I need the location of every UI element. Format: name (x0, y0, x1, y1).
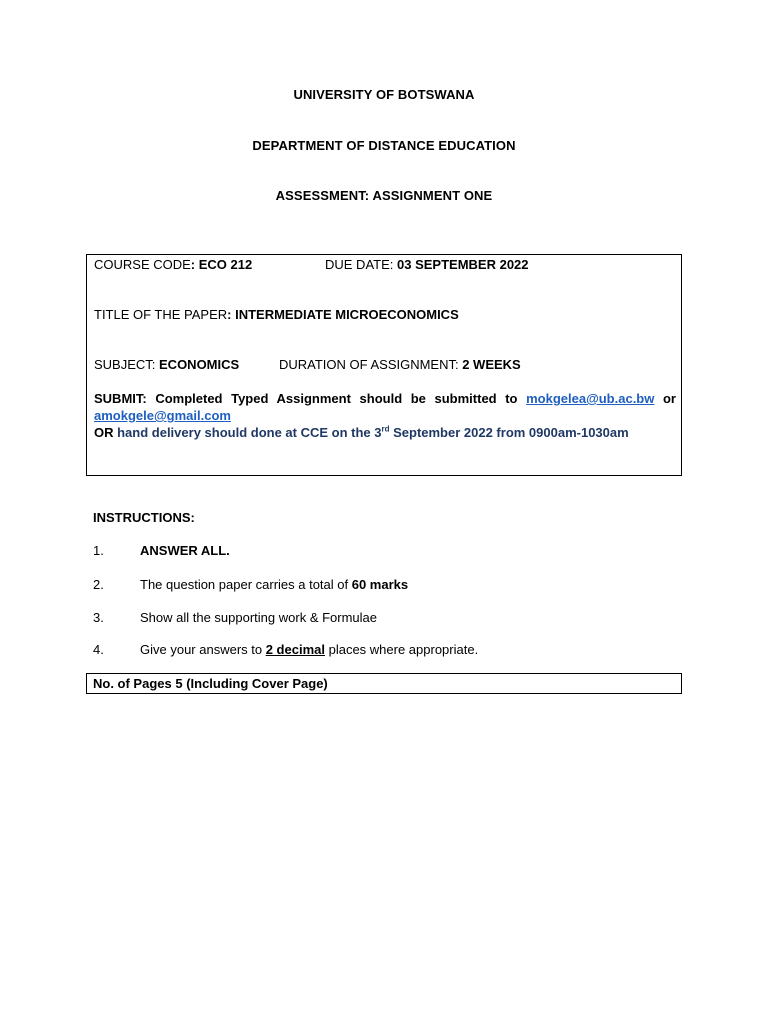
or-text: or (662, 391, 676, 406)
instruction-number: 3. (93, 610, 104, 625)
department-title: DEPARTMENT OF DISTANCE EDUCATION (252, 138, 516, 153)
instruction-item (93, 577, 408, 592)
course-code-value: : ECO 212 (190, 257, 253, 272)
duration-value: 2 WEEKS (462, 357, 521, 372)
instruction-number: 1. (93, 543, 104, 558)
instruction-text: Give your answers to (140, 642, 266, 657)
submit-instruction-line2 (94, 408, 231, 423)
ordinal-suffix: rd (381, 424, 390, 434)
instruction-text: ANSWER ALL. (140, 543, 230, 558)
instruction-item (93, 543, 230, 558)
paper-title-value: : INTERMEDIATE MICROECONOMICS (227, 307, 459, 322)
duration-label: DURATION OF ASSIGNMENT: (279, 357, 463, 372)
hand-delivery-instruction (94, 425, 629, 440)
instruction-number: 4. (93, 642, 104, 657)
instruction-bold: 60 marks (351, 577, 409, 592)
university-title: UNIVERSITY OF BOTSWANA (293, 87, 475, 102)
hand-delivery-text: hand delivery should done at CCE on the 3 (113, 425, 382, 440)
paper-title-row (94, 307, 459, 322)
paper-title-label: TITLE OF THE PAPER (94, 307, 228, 322)
instruction-bold: 2 decimal (265, 642, 325, 657)
hand-delivery-rest: September 2022 from 0900am-1030am (389, 425, 629, 440)
course-code-label: COURSE CODE (94, 257, 191, 272)
instruction-text-after: places where appropriate. (324, 642, 479, 657)
instruction-number: 2. (93, 577, 104, 592)
instruction-text: The question paper carries a total of (140, 577, 352, 592)
or-upper-text: OR (94, 425, 114, 440)
email-link-primary[interactable]: mokgelea@ub.ac.bw (526, 391, 655, 406)
page-count-box: No. of Pages 5 (Including Cover Page) (86, 673, 682, 694)
email-link-secondary[interactable]: amokgele@gmail.com (94, 408, 231, 423)
subject-row (94, 357, 239, 372)
due-date-row (325, 257, 529, 272)
instruction-item (93, 642, 478, 657)
instructions-heading: INSTRUCTIONS: (93, 510, 195, 525)
submit-instruction (94, 391, 676, 406)
instruction-text: Show all the supporting work & Formulae (140, 610, 378, 625)
subject-label: SUBJECT: (94, 357, 160, 372)
course-code-row (94, 257, 252, 272)
assessment-title: ASSESSMENT: ASSIGNMENT ONE (275, 188, 493, 203)
due-date-label: DUE DATE: (325, 257, 397, 272)
duration-row (279, 357, 521, 372)
instruction-item (93, 610, 377, 625)
subject-value: ECONOMICS (159, 357, 240, 372)
course-info-box (86, 254, 682, 476)
due-date-value: 03 SEPTEMBER 2022 (397, 257, 529, 272)
submit-text: SUBMIT: Completed Typed Assignment should be submitted to (94, 391, 518, 406)
